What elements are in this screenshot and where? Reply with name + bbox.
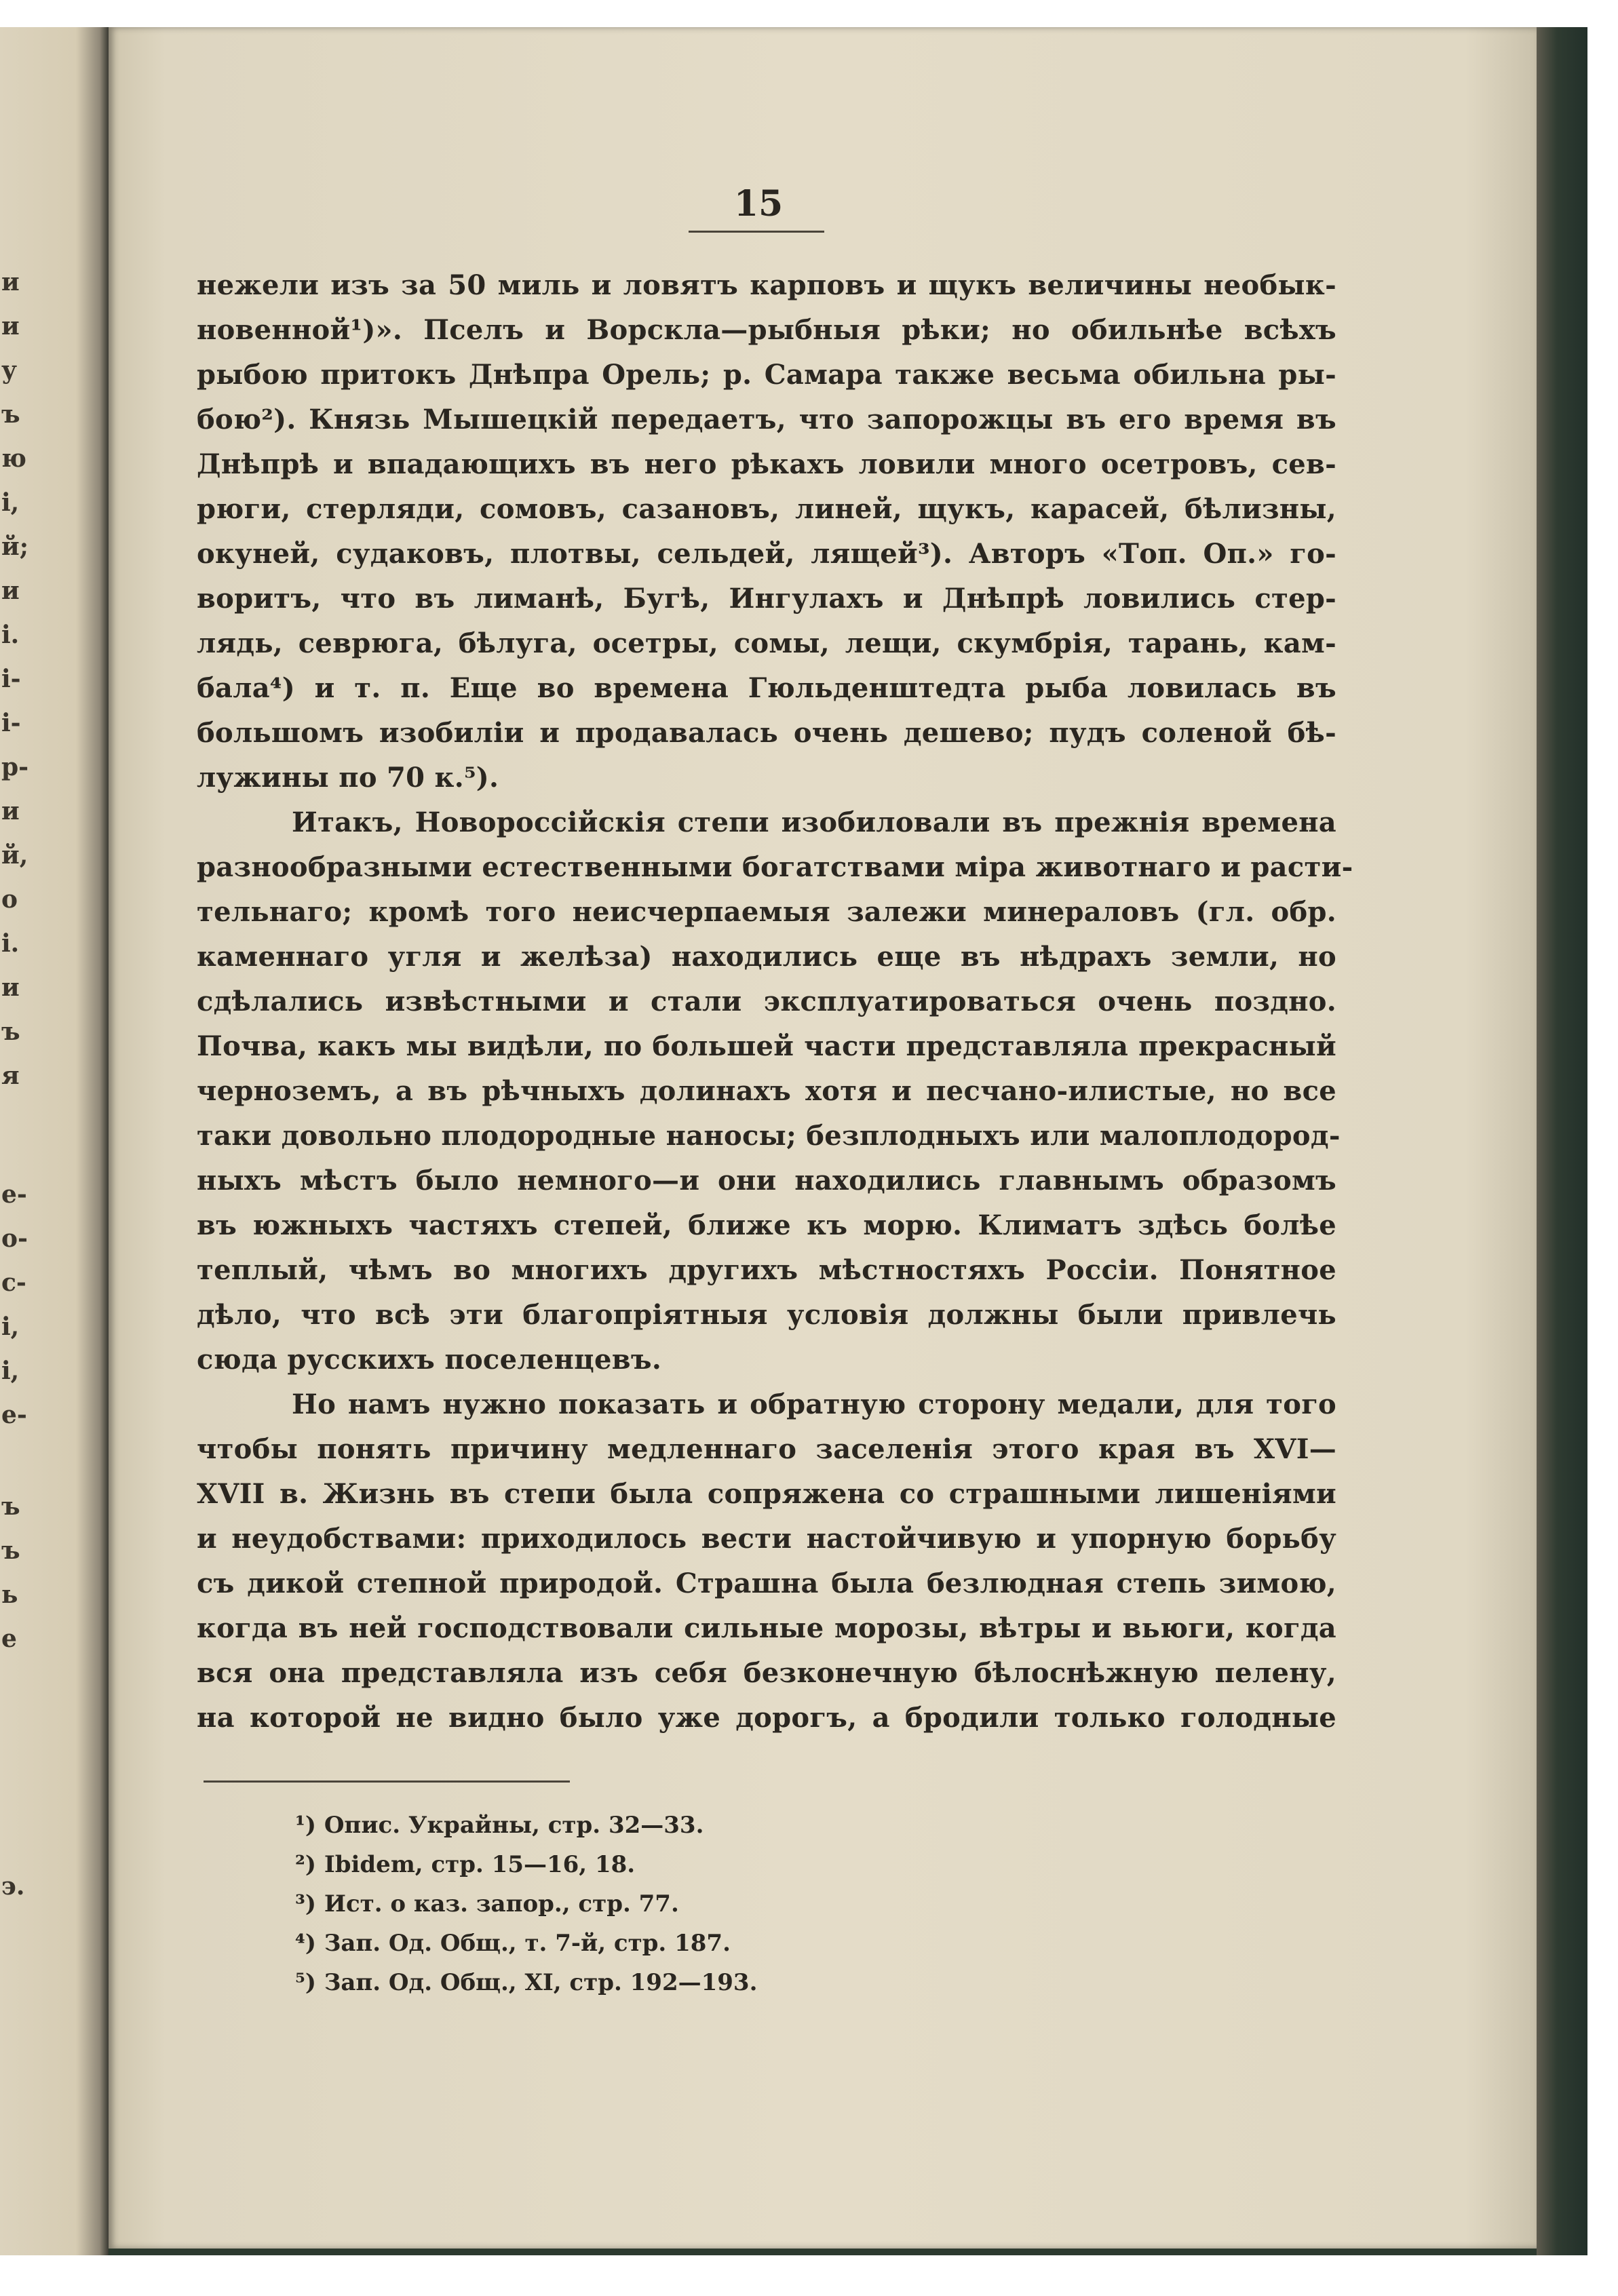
book-cover-edge xyxy=(1537,27,1587,2255)
left-page-fragment: о- xyxy=(1,1224,28,1253)
left-page-fragment: о xyxy=(1,885,18,914)
left-page-fragment: і, xyxy=(1,1312,20,1341)
body-text xyxy=(197,263,1353,1740)
text-line: ныхъ мѣстъ было немного—и они находились главнымъ образомъ xyxy=(197,1165,1336,1196)
left-page-fragment: й, xyxy=(1,841,28,870)
text-line: окуней, судаковъ, плотвы, сельдей, лящей³). Авторъ «Топ. Оп.» го- xyxy=(197,538,1336,570)
left-page-fragment: ъ xyxy=(1,400,20,429)
left-page-fragment: ь xyxy=(1,1580,18,1609)
left-page-fragment: ъ xyxy=(1,1492,20,1521)
text-line: теплый, чѣмъ во многихъ другихъ мѣстностяхъ Россіи. Понятное xyxy=(197,1254,1336,1286)
left-page-fragment: е- xyxy=(1,1180,27,1209)
text-line: чтобы понять причину медленнаго заселенія этого края въ XVI— xyxy=(197,1433,1336,1465)
left-page-fragment: е- xyxy=(1,1401,27,1429)
text-line: новенной¹)». Пселъ и Ворскла—рыбныя рѣки; но обильнѣе всѣхъ xyxy=(197,314,1336,346)
footnotes xyxy=(295,1806,1109,2002)
text-line: на которой не видно было уже дорогъ, а бродили только голодные xyxy=(197,1702,1336,1734)
text-line: Днѣпрѣ и впадающихъ въ него рѣкахъ ловили много осетровъ, сев- xyxy=(197,448,1336,480)
left-page-fragment: и xyxy=(1,973,20,1002)
footnote: ²) Ibidem, стр. 15—16, 18. xyxy=(295,1851,636,1878)
left-page-fragment: і, xyxy=(1,488,20,517)
left-page-fragment: і. xyxy=(1,621,20,649)
left-page-fragment: с- xyxy=(1,1268,26,1297)
text-line: нежели изъ за 50 миль и ловятъ карповъ и щукъ величины необык- xyxy=(197,269,1336,301)
left-page-fragment: и xyxy=(1,312,20,340)
left-page-fragment: и xyxy=(1,268,20,296)
left-page-fragment: э. xyxy=(1,1872,25,1901)
text-line: XVII в. Жизнь въ степи была сопряжена со страшными лишеніями xyxy=(197,1478,1336,1510)
left-page-fragment: у xyxy=(1,356,18,385)
text-line: лужины по 70 к.⁵). xyxy=(197,762,499,794)
footnote: ³) Ист. о каз. запор., стр. 77. xyxy=(295,1890,679,1918)
left-page-fragment: і- xyxy=(1,709,21,737)
text-line: бою²). Князь Мышецкій передаетъ, что запорожцы въ его время въ xyxy=(197,404,1336,435)
left-page-fragment: е xyxy=(1,1624,17,1653)
page-number: 15 xyxy=(733,183,784,225)
text-line: сдѣлались извѣстными и стали эксплуатироваться очень поздно. xyxy=(197,986,1336,1017)
left-page-fragment: р- xyxy=(1,753,29,781)
text-line: въ южныхъ частяхъ степей, ближе къ морю. Климатъ здѣсь болѣе xyxy=(197,1209,1336,1241)
footnote: ⁴) Зап. Од. Общ., т. 7-й, стр. 187. xyxy=(295,1930,731,1957)
left-page-fragment: я xyxy=(1,1062,20,1090)
text-line: и неудобствами: приходилось вести настойчивую и упорную борьбу xyxy=(197,1523,1336,1555)
page-number-rule xyxy=(689,231,824,233)
text-line: лядь, севрюга, бѣлуга, осетры, сомы, лещи, скумбрія, тарань, кам- xyxy=(197,627,1336,659)
left-page-fragment: и xyxy=(1,577,20,605)
text-line: вся она представляла изъ себя безконечную бѣлоснѣжную пелену, xyxy=(197,1657,1336,1689)
text-line: черноземъ, а въ рѣчныхъ долинахъ хотя и песчано-илистые, но все xyxy=(197,1075,1336,1107)
footnote: ¹) Опис. Украйны, стр. 32—33. xyxy=(295,1812,704,1839)
text-line: воритъ, что въ лиманѣ, Бугѣ, Ингулахъ и Днѣпрѣ ловились стер- xyxy=(197,583,1336,615)
left-page-fragment: і- xyxy=(1,665,21,693)
text-line: тельнаго; кромѣ того неисчерпаемыя залежи минераловъ (гл. обр. xyxy=(197,896,1336,928)
left-page-fragment: ъ xyxy=(1,1017,20,1046)
left-page-fragment: й; xyxy=(1,532,28,561)
text-line: разнообразными естественными богатствами міра животнаго и расти- xyxy=(197,851,1353,883)
text-line: съ дикой степной природой. Страшна была безлюдная степь зимою, xyxy=(197,1568,1336,1599)
footnote: ⁵) Зап. Од. Общ., XI, стр. 192—193. xyxy=(295,1969,758,1996)
text-line: дѣло, что всѣ эти благопріятныя условія должны были привлечь xyxy=(197,1299,1336,1331)
text-line: Но намъ нужно показать и обратную сторону медали, для того xyxy=(292,1388,1336,1420)
left-page-fragment: ю xyxy=(1,444,26,473)
text-line: рюги, стерляди, сомовъ, сазановъ, линей, щукъ, карасей, бѣлизны, xyxy=(197,493,1336,525)
left-page-fragment: і. xyxy=(1,929,20,958)
text-line: каменнаго угля и желѣза) находились еще въ нѣдрахъ земли, но xyxy=(197,941,1336,973)
footnote-rule xyxy=(204,1781,570,1783)
text-line: таки довольно плодородные наносы; безплодныхъ или малоплодород- xyxy=(197,1120,1341,1152)
text-line: рыбою притокъ Днѣпра Орель; р. Самара также весьма обильна ры- xyxy=(197,359,1336,391)
text-line: бала⁴) и т. п. Еще во времена Гюльденштедта рыба ловилась въ xyxy=(197,672,1336,704)
text-line: когда въ ней господствовали сильные морозы, вѣтры и вьюги, когда xyxy=(197,1612,1336,1644)
left-page-fragment: і, xyxy=(1,1357,20,1385)
left-page-edge xyxy=(0,27,109,2255)
left-page-fragment: ъ xyxy=(1,1536,20,1565)
text-line: сюда русскихъ поселенцевъ. xyxy=(197,1344,662,1376)
text-line: Итакъ, Новороссійскія степи изобиловали въ прежнія времена xyxy=(292,806,1336,838)
text-line: большомъ изобиліи и продавалась очень дешево; пудъ соленой бѣ- xyxy=(197,717,1336,749)
text-line: Почва, какъ мы видѣли, по большей части представляла прекрасный xyxy=(197,1030,1336,1062)
left-page-fragment: и xyxy=(1,797,20,825)
